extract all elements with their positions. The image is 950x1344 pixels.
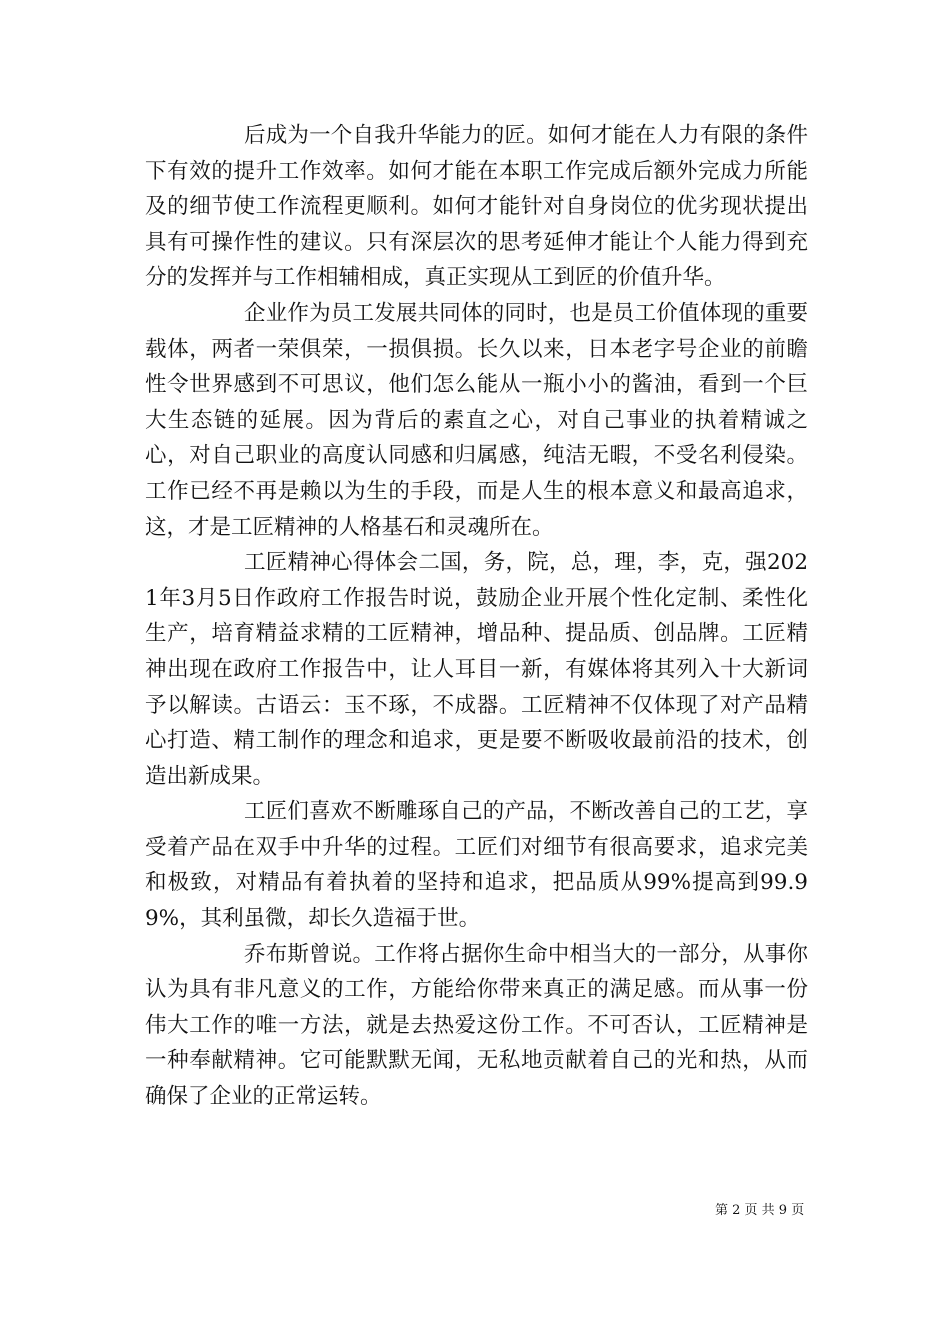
paragraph-1: 后成为一个自我升华能力的匠。如何才能在人力有限的条件下有效的提升工作效率。如何才能在本职工作完成后额外完成力所能及的细节使工作流程更顺利。如何才能针对自身岗位的优劣现状提出具有可操作性的建议。只有深层次的思考延伸才能让个人能力得到充分的发挥并与工作相辅相成，真正实现从工到匠的价值升华。 bbox=[145, 123, 808, 291]
paragraph-3: 工匠精神心得体会二国，务，院，总，理，李，克，强2021年3月5日作政府工作报告时说，鼓励企业开展个性化定制、柔性化生产，培育精益求精的工匠精神，增品种、提品质、创品牌。工匠精神出现在政府工作报告中，让人耳目一新，有媒体将其列入十大新词予以解读。古语云：玉不琢，不成器。工匠精神不仅体现了对产品精心打造、精工制作的理念和追求，更是要不断吸收最前沿的技术，创造出新成果。 bbox=[145, 550, 808, 789]
document-body bbox=[145, 118, 808, 1115]
page-number: 第 2 页 共 9 页 bbox=[715, 1203, 805, 1218]
paragraph-2: 企业作为员工发展共同体的同时，也是员工价值体现的重要载体，两者一荣俱荣，一损俱损。长久以来，日本老字号企业的前瞻性令世界感到不可思议，他们怎么能从一瓶小小的酱油，看到一个巨大生态链的延展。因为背后的素直之心，对自己事业的执着精诚之心，对自己职业的高度认同感和归属感，纯洁无暇，不受名利侵染。工作已经不再是赖以为生的手段，而是人生的根本意义和最高追求，这，才是工匠精神的人格基石和灵魂所在。 bbox=[145, 300, 808, 540]
paragraph-5: 乔布斯曾说。工作将占据你生命中相当大的一部分，从事你认为具有非凡意义的工作，方能给你带来真正的满足感。而从事一份伟大工作的唯一方法，就是去热爱这份工作。不可否认，工匠精神是一种奉献精神。它可能默默无闻，无私地贡献着自己的光和热，从而确保了企业的正常运转。 bbox=[145, 941, 808, 1110]
paragraph-4: 工匠们喜欢不断雕琢自己的产品，不断改善自己的工艺，享受着产品在双手中升华的过程。工匠们对细节有很高要求，追求完美和极致，对精品有着执着的坚持和追求，把品质从99%提高到99.99%，其利虽微，却长久造福于世。 bbox=[145, 799, 808, 932]
